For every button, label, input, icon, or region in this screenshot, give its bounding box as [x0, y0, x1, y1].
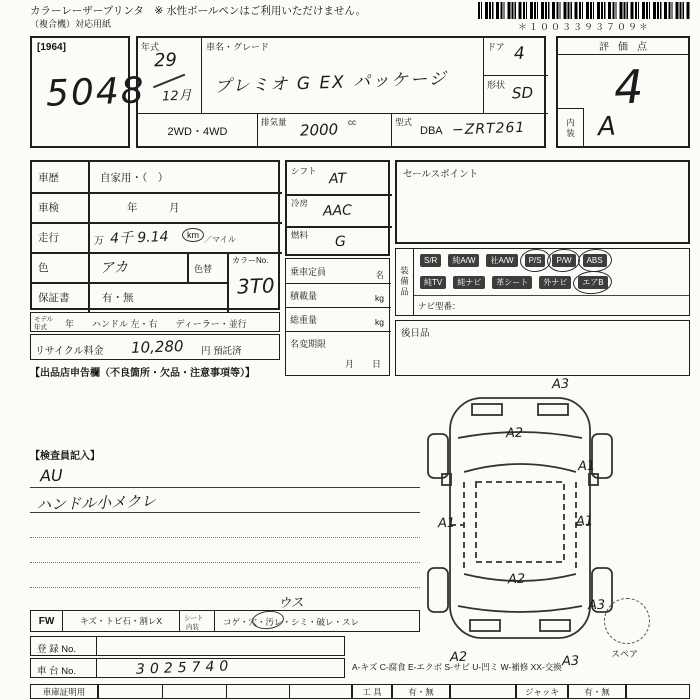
year-label: 年式: [141, 42, 160, 52]
interior-label: 内装: [565, 117, 576, 139]
fw-text: キズ・トビ石・割レX: [79, 616, 162, 626]
model-code-cell: [392, 114, 548, 148]
row-line: [287, 226, 392, 228]
inspector-lines: [30, 463, 420, 588]
equipment-row-1: [420, 254, 607, 267]
seat-label-cell: [179, 611, 215, 631]
lot-box: [30, 36, 147, 148]
equipment-badge: 純A/W: [448, 254, 479, 267]
interior-cell: [558, 108, 584, 147]
jack-label-cell: ジャッキ: [516, 684, 568, 699]
warranty-label: 保証書: [38, 292, 70, 304]
equipment-row-2: [420, 276, 608, 289]
printer-note: カラーレーザープリンタ ※ 水性ボールペンはご利用いただけません。: [30, 5, 367, 17]
inspector-line: [30, 463, 420, 488]
displacement-label: 排気量: [261, 117, 287, 127]
mileage-label: 走行: [38, 232, 59, 244]
displacement-value: 2000: [299, 120, 339, 140]
shift-label: シフト: [291, 166, 317, 176]
wheel-rear-left: [428, 568, 448, 612]
vehicle-table: [136, 36, 546, 148]
inspector-note: AU: [39, 465, 63, 486]
trunk-line: [458, 606, 582, 612]
jack-value-cell: 有・無: [568, 684, 626, 699]
damage-mark: A2: [449, 649, 468, 666]
load-unit: kg: [375, 293, 384, 303]
equipment-badge: 純TV: [420, 276, 446, 289]
equipment-label: 装備品: [399, 266, 410, 298]
load-label: 積載量: [290, 291, 318, 301]
chassis-row: [30, 658, 345, 678]
hand-note: ウス: [277, 595, 304, 612]
door-label: ドア: [487, 42, 505, 52]
footer-empty-cell: [450, 684, 516, 699]
row-line: [32, 282, 227, 284]
model-row-label2: 年式: [34, 324, 47, 331]
roof-panel: [476, 482, 564, 562]
equipment-badge-circled: P/S: [525, 254, 546, 267]
equipment-label-cell: [396, 249, 414, 315]
footer-empty-cell: [626, 684, 690, 699]
weight-unit: kg: [375, 317, 384, 327]
seat-text: コゲ・穴・汚レ・シミ・破レ・スレ: [223, 617, 360, 627]
colorno-value: 3T0: [236, 273, 276, 299]
spare-tire-circle: [604, 598, 650, 644]
inspector-note: ハンドル小メクレ: [35, 491, 157, 515]
recycle-value: 10,280: [130, 337, 184, 357]
mileage-value: 4千 9.14: [109, 228, 169, 248]
name-cell: [202, 38, 484, 114]
equipment-box: [395, 248, 690, 316]
year-cell: [138, 38, 202, 114]
headlight-left: [472, 404, 502, 415]
damage-legend: A-キズ C-腐食 E-エクボ S-サビ U-凹ミ W-補修 XX-交換: [352, 662, 562, 672]
headlight-right: [538, 404, 568, 415]
rename-label: 名変期限: [290, 339, 327, 349]
damage-mark: A3: [587, 597, 606, 614]
model-value: −ZRT261: [451, 119, 526, 139]
model-prefix: DBA: [420, 125, 443, 137]
drive-cell: 2WD・4WD: [138, 114, 258, 148]
recycle-suffix: 円 預託済: [201, 346, 242, 357]
shift-value: AT: [328, 170, 347, 188]
row-line: [286, 331, 391, 332]
damage-mark: A3: [551, 376, 570, 393]
mileage-man: 万: [94, 236, 104, 247]
score-label: 評価点: [558, 38, 688, 55]
damage-row: [30, 610, 420, 632]
equipment-badge: 社A/W: [486, 254, 517, 267]
declaration-label: 【出品店申告欄（不良箇所・欠品・注意事項等）】: [30, 368, 255, 379]
barcode-text: ＊１００３３９３７０９＊: [517, 22, 650, 32]
footer-empty-cells: [98, 684, 352, 699]
history-value: 自家用・（ ）: [100, 172, 169, 184]
col-line: [187, 252, 189, 282]
recycle-row: [30, 334, 280, 360]
equipment-badge-circled: ABS: [583, 254, 607, 267]
capacity-label: 乗車定員: [290, 267, 327, 277]
mileage-km-circled: km: [182, 228, 204, 242]
inspector-line: [30, 563, 420, 588]
inspector-line: [30, 513, 420, 538]
tool-value-cell: 有・無: [392, 684, 450, 699]
equipment-badge: 純ナビ: [453, 276, 485, 289]
inspector-line: [30, 488, 420, 513]
mileage-mile: ／マイル: [204, 235, 236, 244]
warranty-value: 有・無: [102, 292, 134, 304]
seat-label-1: シート: [184, 615, 204, 622]
later-items-box: [395, 320, 690, 376]
col-line: [227, 252, 229, 312]
inspector-title: 【検査員記入】: [30, 451, 100, 462]
navi-label: ナビ型番：: [418, 301, 461, 311]
paper-note: （複合機）対応用紙: [30, 19, 112, 29]
seat-label-2: 内装: [186, 624, 199, 631]
model-label: 型式: [395, 117, 413, 127]
year-value: 29: [153, 49, 178, 72]
barcode: [478, 2, 690, 19]
score-box: [556, 36, 690, 148]
history-label: 車歴: [38, 172, 59, 184]
inspection-units: 年 月: [127, 202, 180, 214]
windshield-line: [464, 464, 576, 472]
displacement-unit: cc: [348, 118, 356, 127]
row-line: [287, 194, 392, 196]
capacity-unit: 名: [375, 270, 384, 280]
taillight-left: [470, 620, 500, 631]
interior-value: A: [597, 111, 617, 143]
lot-number: 5048: [45, 70, 147, 115]
model-row: [30, 312, 280, 332]
door-cell: [484, 38, 548, 76]
specs-box-2: [285, 258, 390, 376]
garage-cert-cell: 車庫証明用: [30, 684, 98, 699]
sales-point-label: セールスポイント: [403, 169, 479, 180]
shape-value: SD: [511, 83, 534, 103]
details-table: [30, 160, 280, 310]
inspection-label: 車検: [38, 202, 59, 214]
damage-mark: A1: [577, 458, 596, 475]
recycle-label: リサイクル料金: [35, 346, 104, 357]
ac-label: 冷房: [291, 198, 309, 208]
specs-box-1: [285, 160, 390, 256]
color-label: 色: [38, 262, 49, 274]
cell-line: [162, 685, 163, 698]
model-row-text: 年 ハンドル 左・右 ディーラー・並行: [65, 319, 247, 329]
weight-label: 総重量: [290, 315, 318, 325]
chassis-value: 3025740: [135, 658, 234, 678]
lot-code: [1964]: [37, 42, 66, 53]
equipment-badge: 革シート: [492, 276, 532, 289]
fuel-value: G: [334, 233, 347, 251]
damage-mark: A1: [575, 513, 594, 530]
navi-row: [414, 295, 689, 315]
displacement-cell: [258, 114, 392, 148]
model-row-label1: モデル: [34, 316, 54, 323]
shape-cell: [484, 76, 548, 114]
month-value: 12月: [161, 88, 192, 105]
equipment-badge-circled: P/W: [552, 254, 575, 267]
ac-value: AAC: [322, 202, 353, 220]
shape-label: 形状: [487, 80, 506, 90]
equipment-badge-circled: エアB: [578, 276, 607, 289]
equipment-badge: 外ナビ: [539, 276, 571, 289]
fw-label: FW: [31, 611, 63, 631]
damage-mark: A1: [437, 515, 456, 532]
cell-line: [289, 685, 290, 698]
wheel-front-left: [428, 434, 448, 478]
name-label: 車名・グレード: [206, 42, 270, 52]
damage-mark: A3: [561, 653, 580, 670]
fuel-label: 燃料: [291, 230, 309, 240]
spare-tire-label: スペア: [611, 649, 639, 659]
row-line: [32, 192, 282, 194]
details-divider: [88, 162, 90, 312]
inspector-line: [30, 538, 420, 563]
colorno-label: カラーNo.: [232, 256, 269, 265]
later-items-label: 後日品: [401, 328, 430, 339]
color-value: アカ: [99, 259, 129, 277]
cell-line: [226, 685, 227, 698]
taillight-right: [540, 620, 570, 631]
registration-label: 登 録 No.: [31, 637, 97, 655]
row-line: [286, 307, 391, 308]
tool-label-cell: 工 具: [352, 684, 392, 699]
color-change-label: 色替: [194, 264, 213, 274]
row-line: [32, 252, 282, 254]
equipment-badge: S/R: [420, 254, 441, 267]
door-value: 4: [513, 43, 526, 65]
sales-point-box: [395, 160, 690, 244]
rename-units: 月 日: [344, 359, 381, 369]
registration-row: [30, 636, 345, 656]
chassis-label: 車 台 No.: [31, 659, 97, 677]
damage-mark: A2: [507, 571, 526, 588]
row-line: [286, 283, 391, 284]
name-value: プレミオ G EX パッケージ: [213, 68, 449, 98]
damage-mark: A2: [505, 425, 524, 442]
score-value: 4: [613, 59, 645, 115]
row-line: [32, 222, 282, 224]
